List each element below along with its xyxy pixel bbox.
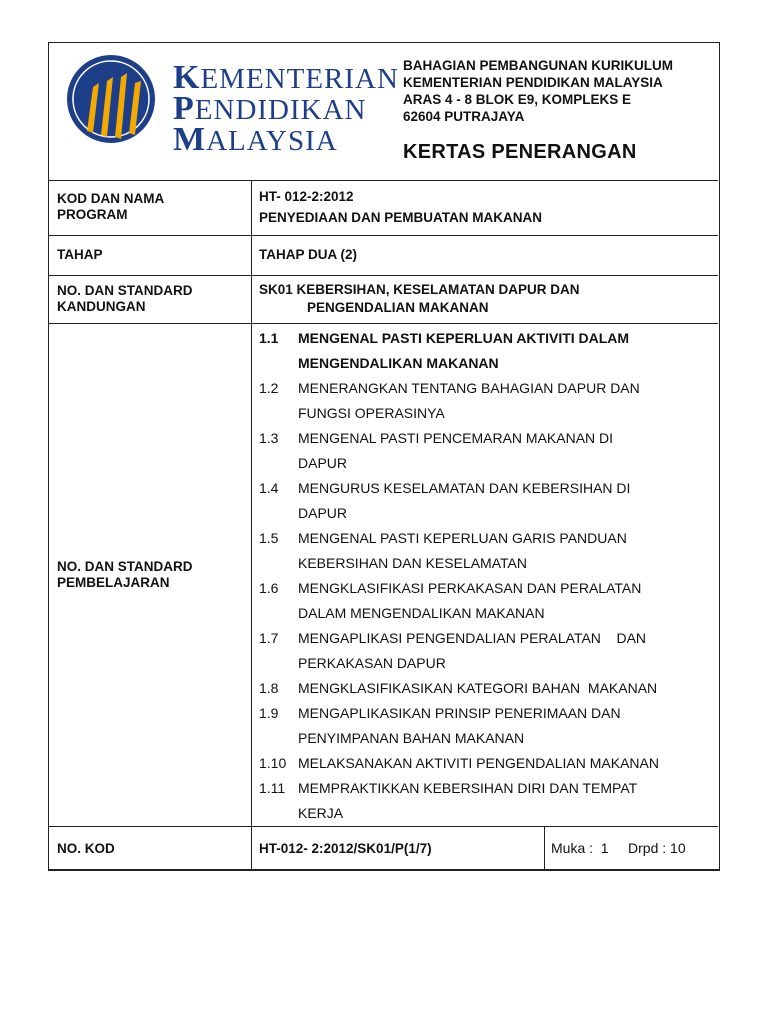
pembelajaran-row [49,324,718,827]
document-sheet [48,42,720,870]
list-item: 1.9 MENGAPLIKASIKAN PRINSIP PENERIMAAN DAN PENYIMPANAN BAHAN MAKANAN [259,705,621,746]
ministry-wordmark: KEMENTERIAN PENDIDIKAN MALAYSIA [173,59,399,158]
list-item: 1.4 MENGURUS KESELAMATAN DAN KEBERSIHAN DI DAPUR [259,480,631,521]
kandungan-row [49,276,718,324]
address-line: KEMENTERIAN PENDIDIKAN MALAYSIA [403,75,663,90]
kandungan-value: SK01 KEBERSIHAN, KESELAMATAN DAPUR DAN PENGENDALIAN MAKANAN [259,282,580,315]
list-item: 1.2 MENERANGKAN TENTANG BAHAGIAN DAPUR DAN FUNGSI OPERASINYA [259,380,640,421]
list-item: 1.8 MENGKLASIFIKASIKAN KATEGORI BAHAN MAKANAN [259,680,658,696]
program-label: KOD DAN NAMA PROGRAM [57,191,165,222]
tahap-value: TAHAP DUA (2) [259,247,358,262]
address-line: BAHAGIAN PEMBANGUNAN KURIKULUM [403,58,673,73]
tahap-row [49,236,718,276]
address-line: ARAS 4 - 8 BLOK E9, KOMPLEKS E [403,92,632,107]
address-line: 62604 PUTRAJAYA [403,109,525,124]
list-item: 1.6 MENGKLASIFIKASI PERKAKASAN DAN PERALATAN DALAM MENGENDALIKAN MAKANAN [259,580,642,621]
document-header [49,43,718,181]
department-address [403,57,673,125]
kandungan-label: NO. DAN STANDARD KANDUNGAN [57,283,193,314]
list-item: 1.5 MENGENAL PASTI KEPERLUAN GARIS PANDUAN KEBERSIHAN DAN KESELAMATAN [259,530,627,571]
kod-value: HT-012- 2:2012/SK01/P(1/7) [259,841,432,856]
list-item: 1.11 MEMPRAKTIKKAN KEBERSIHAN DIRI DAN TEMPAT KERJA [259,780,638,821]
kod-label: NO. KOD [57,841,115,856]
kod-row [49,827,718,869]
ministry-logo [65,53,399,163]
document-title: KERTAS PENERANGAN [403,141,637,163]
page-number: Muka : 1 Drpd : 10 [551,840,686,856]
learning-standards-list [259,326,709,826]
list-item: 1.1 MENGENAL PASTI KEPERLUAN AKTIVITI DALAM MENGENDALIKAN MAKANAN [259,330,630,371]
tahap-label: TAHAP [57,247,103,262]
ministry-emblem-icon [65,53,165,149]
program-row [49,180,718,236]
pembelajaran-label: NO. DAN STANDARD PEMBELAJARAN [57,559,193,590]
list-item: 1.10 MELAKSANAKAN AKTIVITI PENGENDALIAN MAKANAN [259,755,659,771]
program-value: HT- 012-2:2012 PENYEDIAAN DAN PEMBUATAN MAKANAN [259,189,542,225]
list-item: 1.7 MENGAPLIKASI PENGENDALIAN PERALATAN DAN PERKAKASAN DAPUR [259,630,647,671]
list-item: 1.3 MENGENAL PASTI PENCEMARAN MAKANAN DI DAPUR [259,430,614,471]
